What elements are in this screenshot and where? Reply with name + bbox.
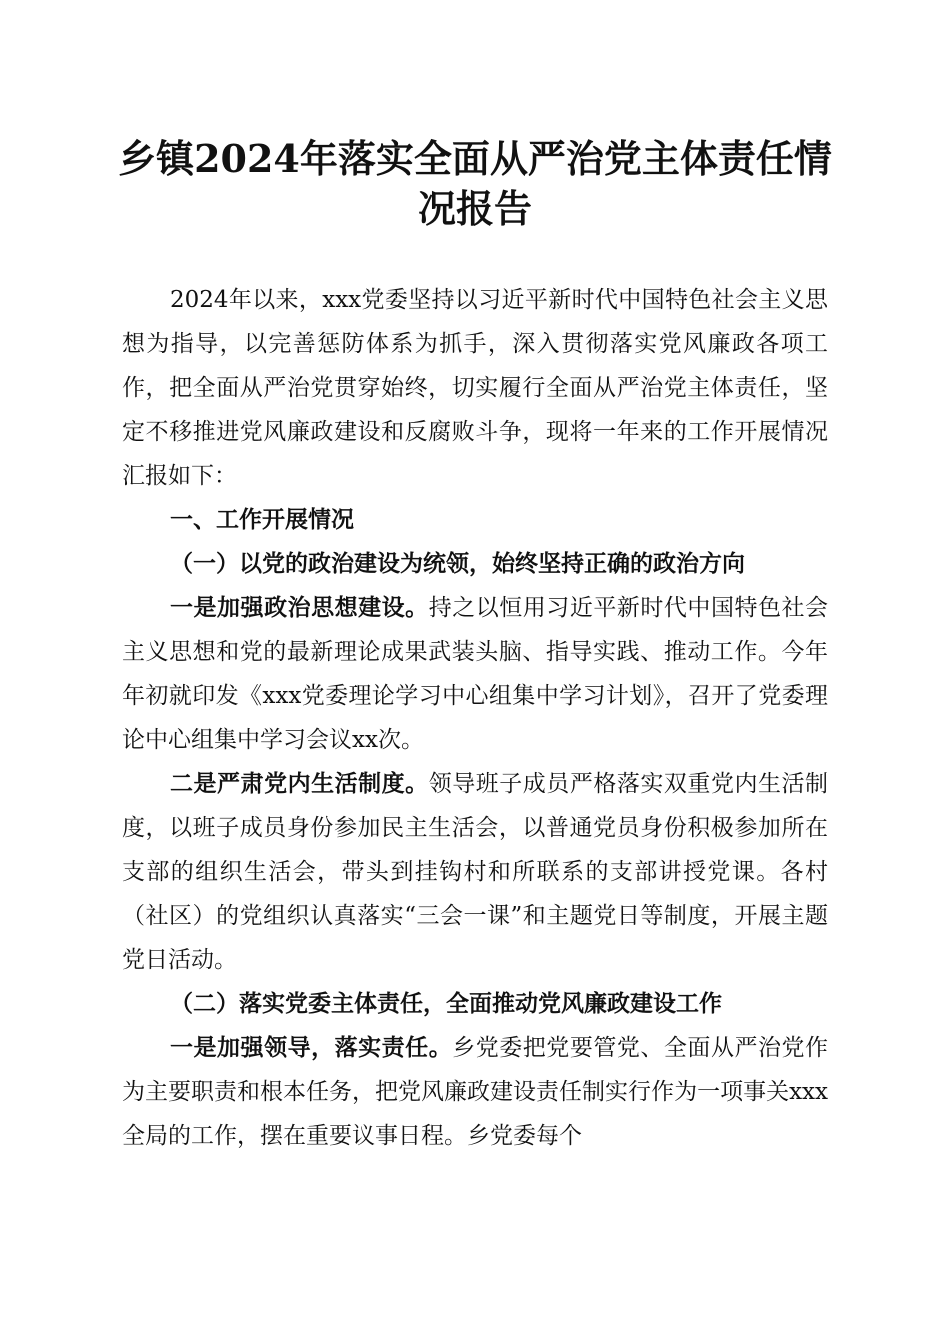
intro-paragraph: 2024年以来，xxx党委坚持以习近平新时代中国特色社会主义思想为指导，以完善惩防体系为抓手，深入贯彻落实党风廉政各项工作，把全面从严治党贯穿始终，切实履行全面从严治党主体责任，坚定不移推进党风廉政建设和反腐败斗争，现将一年来的工作开展情况汇报如下： <box>122 287 828 489</box>
document-body <box>122 278 828 1158</box>
paragraph-leadership <box>122 1026 828 1158</box>
document-title: 乡镇2024年落实全面从严治党主体责任情况报告 <box>118 136 832 231</box>
section-heading-work-status: 一、工作开展情况 <box>170 507 354 533</box>
paragraph-political-thought <box>122 586 828 762</box>
paragraph-lead: 一是加强政治思想建设。 <box>170 594 429 621</box>
subsection-heading-political-building: （一）以党的政治建设为统领，始终坚持正确的政治方向 <box>170 550 745 577</box>
paragraph-party-life <box>122 762 828 982</box>
paragraph-lead: 二是严肃党内生活制度。 <box>170 770 429 797</box>
subsection-heading-main-responsibility: （二）落实党委主体责任，全面推动党风廉政建设工作 <box>170 990 722 1017</box>
paragraph-text: 持之以恒用习近平新时代中国特色社会主义思想和党的最新理论成果武装头脑、指导实践、推动工作。今年年初就印发《xxx党委理论学习中心组集中学习计划》，召开了党委理论中心组集中学习会议xx次。 <box>122 595 829 753</box>
paragraph-text: 乡党委把党要管党、全面从严治党作为主要职责和根本任务，把党风廉政建设责任制实行作为一项事关xxx全局的工作，摆在重要议事日程。乡党委每个 <box>122 1035 829 1149</box>
paragraph-text: 领导班子成员严格落实双重党内生活制度，以班子成员身份参加民主生活会，以普通党员身份积极参加所在支部的组织生活会，带头到挂钩村和所联系的支部讲授党课。各村（社区）的党组织认真落实“三会一课”和主题党日等制度，开展主题党日活动。 <box>122 771 829 973</box>
paragraph-lead: 一是加强领导，落实责任。 <box>170 1034 453 1061</box>
